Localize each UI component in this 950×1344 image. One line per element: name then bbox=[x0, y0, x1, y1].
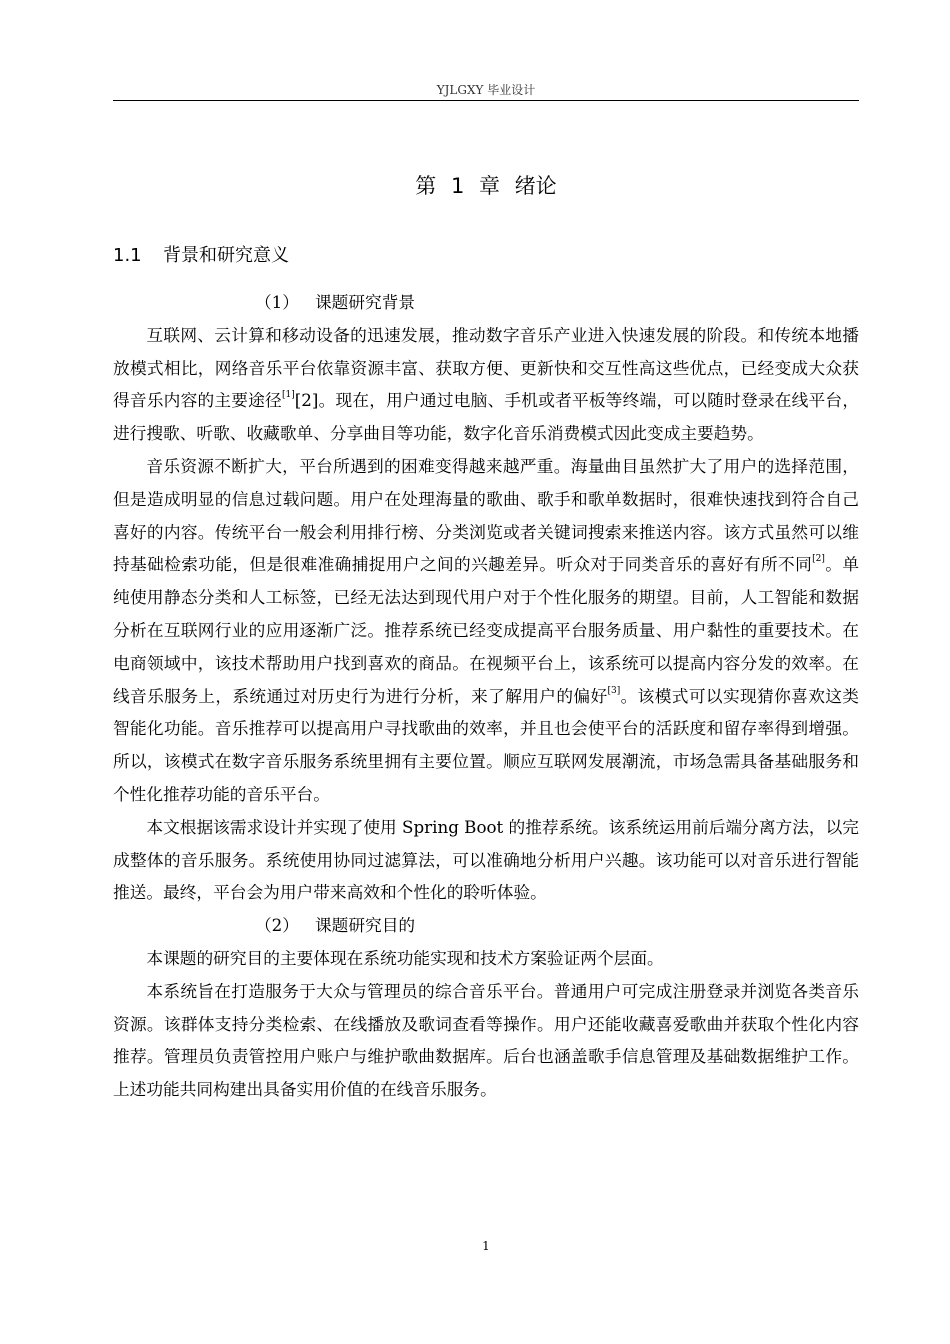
subsection-number: （1） bbox=[255, 292, 299, 312]
running-header: YJLGXY 毕业设计 bbox=[436, 83, 536, 97]
subsection-title: 课题研究背景 bbox=[315, 292, 416, 312]
paragraph-4: 本课题的研究目的主要体现在系统功能实现和技术方案验证两个层面。 bbox=[146, 947, 664, 968]
body-text bbox=[113, 286, 859, 1106]
paragraph-3: 本文根据该需求设计并实现了使用 Spring Boot 的推荐系统。该系统运用前后端分离方法，以完成整体的音乐服务。系统使用协同过滤算法，可以准确地分析用户兴趣。该功能可以对音乐进行智能推送。最终，平台会为用户带来高效和个性化的聆听体验。 bbox=[113, 816, 859, 903]
subsection-heading-background bbox=[113, 286, 859, 319]
page-number: 1 bbox=[482, 1239, 490, 1253]
paragraph-2 bbox=[113, 450, 859, 811]
paragraph-1 bbox=[113, 319, 859, 450]
section-heading bbox=[113, 243, 289, 269]
paragraph-5: 本系统旨在打造服务于大众与管理员的综合音乐平台。普通用户可完成注册登录并浏览各类音乐资源。该群体支持分类检索、在线播放及歌词查看等操作。用户还能收藏喜爱歌曲并获取个性化内容推荐。管理员负责管控用户账户与维护歌曲数据库。后台也涵盖歌手信息管理及基础数据维护工作。上述功能共同构建出具备实用价值的在线音乐服务。 bbox=[113, 980, 859, 1100]
subsection-number: （2） bbox=[255, 915, 299, 936]
paragraph-1-text-continued: [2]。现在，用户通过电脑、手机或者平板等终端，可以随时登录在线平台，进行搜歌、听歌、收藏歌单、分享曲目等功能，数字化音乐消费模式因此变成主要趋势。 bbox=[113, 390, 860, 444]
citation-3: [3] bbox=[607, 685, 621, 696]
header-rule bbox=[113, 100, 859, 101]
paragraph-2-text-c: 。该模式可以实现猜你喜欢这类智能化功能。音乐推荐可以提高用户寻找歌曲的效率，并且也会使平台的活跃度和留存率得到增强。所以，该模式在数字音乐服务系统里拥有主要位置。顺应互联网发展潮流，市场急需具备基础服务和个性化推荐功能的音乐平台。 bbox=[113, 685, 859, 804]
paragraph-2-text-b: 。单纯使用静态分类和人工标签，已经无法达到现代用户对于个性化服务的期望。目前，人工智能和数据分析在互联网行业的应用逐渐广泛。推荐系统已经变成提高平台服务质量、用户黏性的重要技术。在电商领域中，该技术帮助用户找到喜欢的商品。在视频平台上，该系统可以提高内容分发的效率。在线音乐服务上，系统通过对历史行为进行分析，来了解用户的偏好 bbox=[113, 554, 860, 706]
subsection-title: 课题研究目的 bbox=[315, 915, 416, 936]
paragraph-2-text-a: 音乐资源不断扩大，平台所遇到的困难变得越来越严重。海量曲目虽然扩大了用户的选择范围，但是造成明显的信息过载问题。用户在处理海量的歌曲、歌手和歌单数据时，很难快速找到符合自己喜好的内容。传统平台一般会利用排行榜、分类浏览或者关键词搜索来推送内容。该方式虽然可以维持基础检索功能，但是很难准确捕捉用户之间的兴趣差异。听众对于同类音乐的喜好有所不同 bbox=[113, 455, 859, 575]
chapter-title: 第 1 章 绪论 bbox=[415, 174, 557, 198]
section-number: 1.1 bbox=[113, 245, 142, 266]
subsection-heading-purpose bbox=[113, 909, 859, 942]
citation-1: [1] bbox=[281, 390, 295, 401]
paragraph-1-text: 互联网、云计算和移动设备的迅速发展，推动数字音乐产业进入快速发展的阶段。和传统本地播放模式相比，网络音乐平台依靠资源丰富、获取方便、更新快和交互性高这些优点，已经变成大众获得音乐内容的主要途径 bbox=[113, 324, 859, 411]
section-title: 背景和研究意义 bbox=[163, 245, 289, 266]
citation-2: [2] bbox=[812, 554, 825, 565]
